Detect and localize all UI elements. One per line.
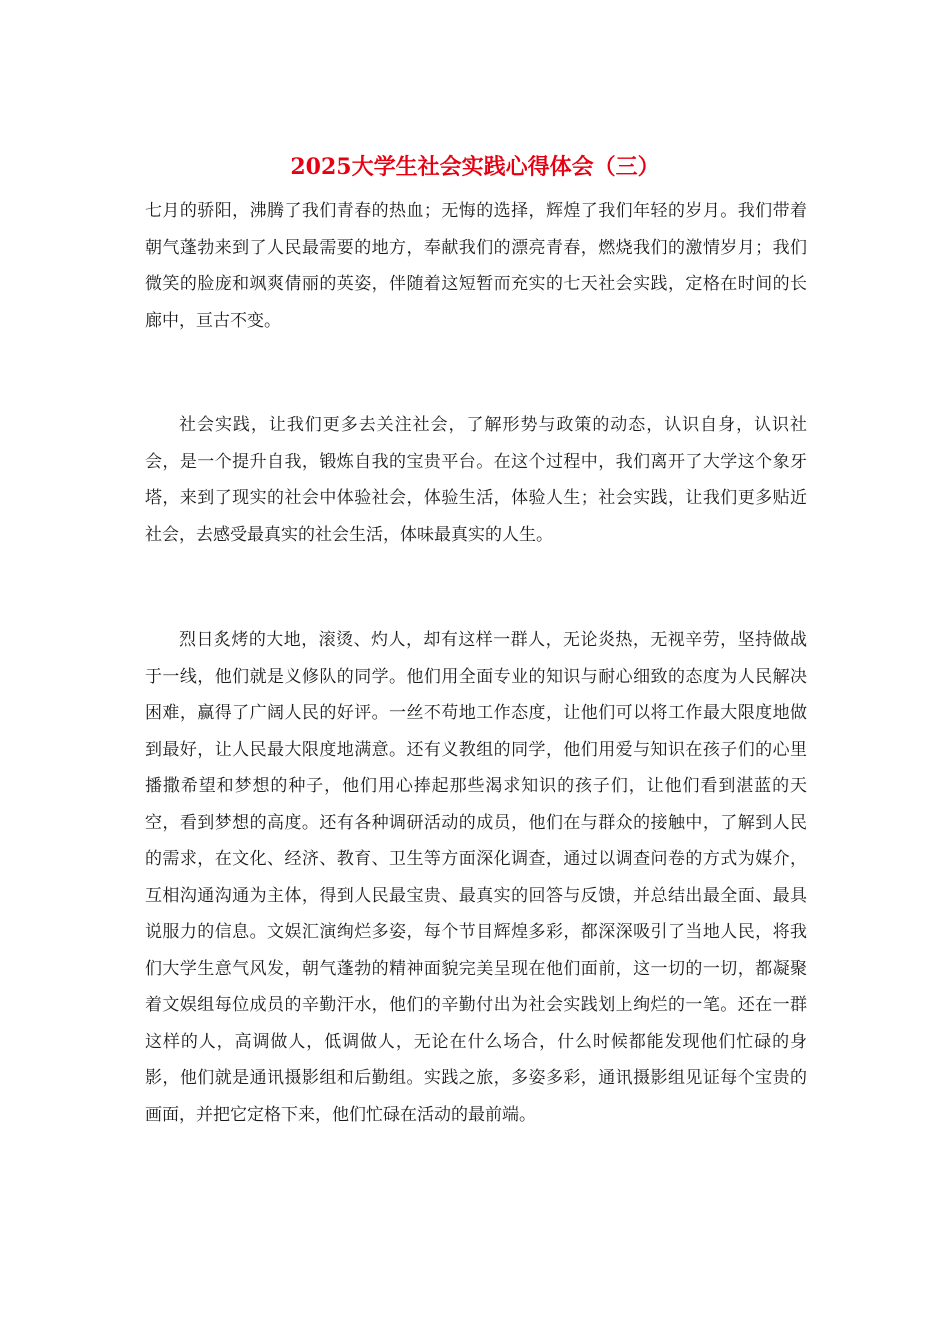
paragraph-2: 社会实践，让我们更多去关注社会，了解形势与政策的动态，认识自身，认识社会，是一个提升自我，锻炼自我的宝贵平台。在这个过程中，我们离开了大学这个象牙塔，来到了现实的社会中体验社会，体验生活，体验人生；社会实践，让我们更多贴近社会，去感受最真实的社会生活，体味最真实的人生。 bbox=[145, 415, 807, 545]
paragraph-3: 烈日炙烤的大地，滚烫、灼人，却有这样一群人，无论炎热，无视辛劳，坚持做战于一线，他们就是义修队的同学。他们用全面专业的知识与耐心细致的态度为人民解决困难，赢得了广阔人民的好评。一丝不苟地工作态度，让他们可以将工作最大限度地做到最好，让人民最大限度地满意。还有义教组的同学，他们用爱与知识在孩子们的心里播撒希望和梦想的种子，他们用心捧起那些渴求知识的孩子们，让他们看到湛蓝的天空，看到梦想的高度。还有各种调研活动的成员，他们在与群众的接触中，了解到人民的需求，在文化、经济、教育、卫生等方面深化调查，通过以调查问卷的方式为媒介，互相沟通沟通为主体，得到人民最宝贵、最真实的回答与反馈，并总结出最全面、最具说服力的信息。文娱汇演绚烂多姿，每个节目辉煌多彩，都深深吸引了当地人民，将我们大学生意气风发，朝气蓬勃的精神面貌完美呈现在他们面前，这一切的一切，都凝聚着文娱组每位成员的辛勤汗水，他们的辛勤付出为社会实践划上绚烂的一笔。还在一群这样的人，高调做人，低调做人，无论在什么场合，什么时候都能发现他们忙碌的身影，他们就是通讯摄影组和后勤组。实践之旅，多姿多彩，通讯摄影组见证每个宝贵的画面，并把它定格下来，他们忙碌在活动的最前端。 bbox=[145, 630, 807, 1125]
document-title: 2025大学生社会实践心得体会（三） bbox=[290, 154, 660, 180]
paragraph-1: 七月的骄阳，沸腾了我们青春的热血；无悔的选择，辉煌了我们年轻的岁月。我们带着朝气蓬勃来到了人民最需要的地方，奉献我们的漂亮青春，燃烧我们的激情岁月；我们微笑的脸庞和飒爽倩丽的英姿，伴随着这短暂而充实的七天社会实践，定格在时间的长廊中，亘古不变。 bbox=[145, 201, 807, 331]
